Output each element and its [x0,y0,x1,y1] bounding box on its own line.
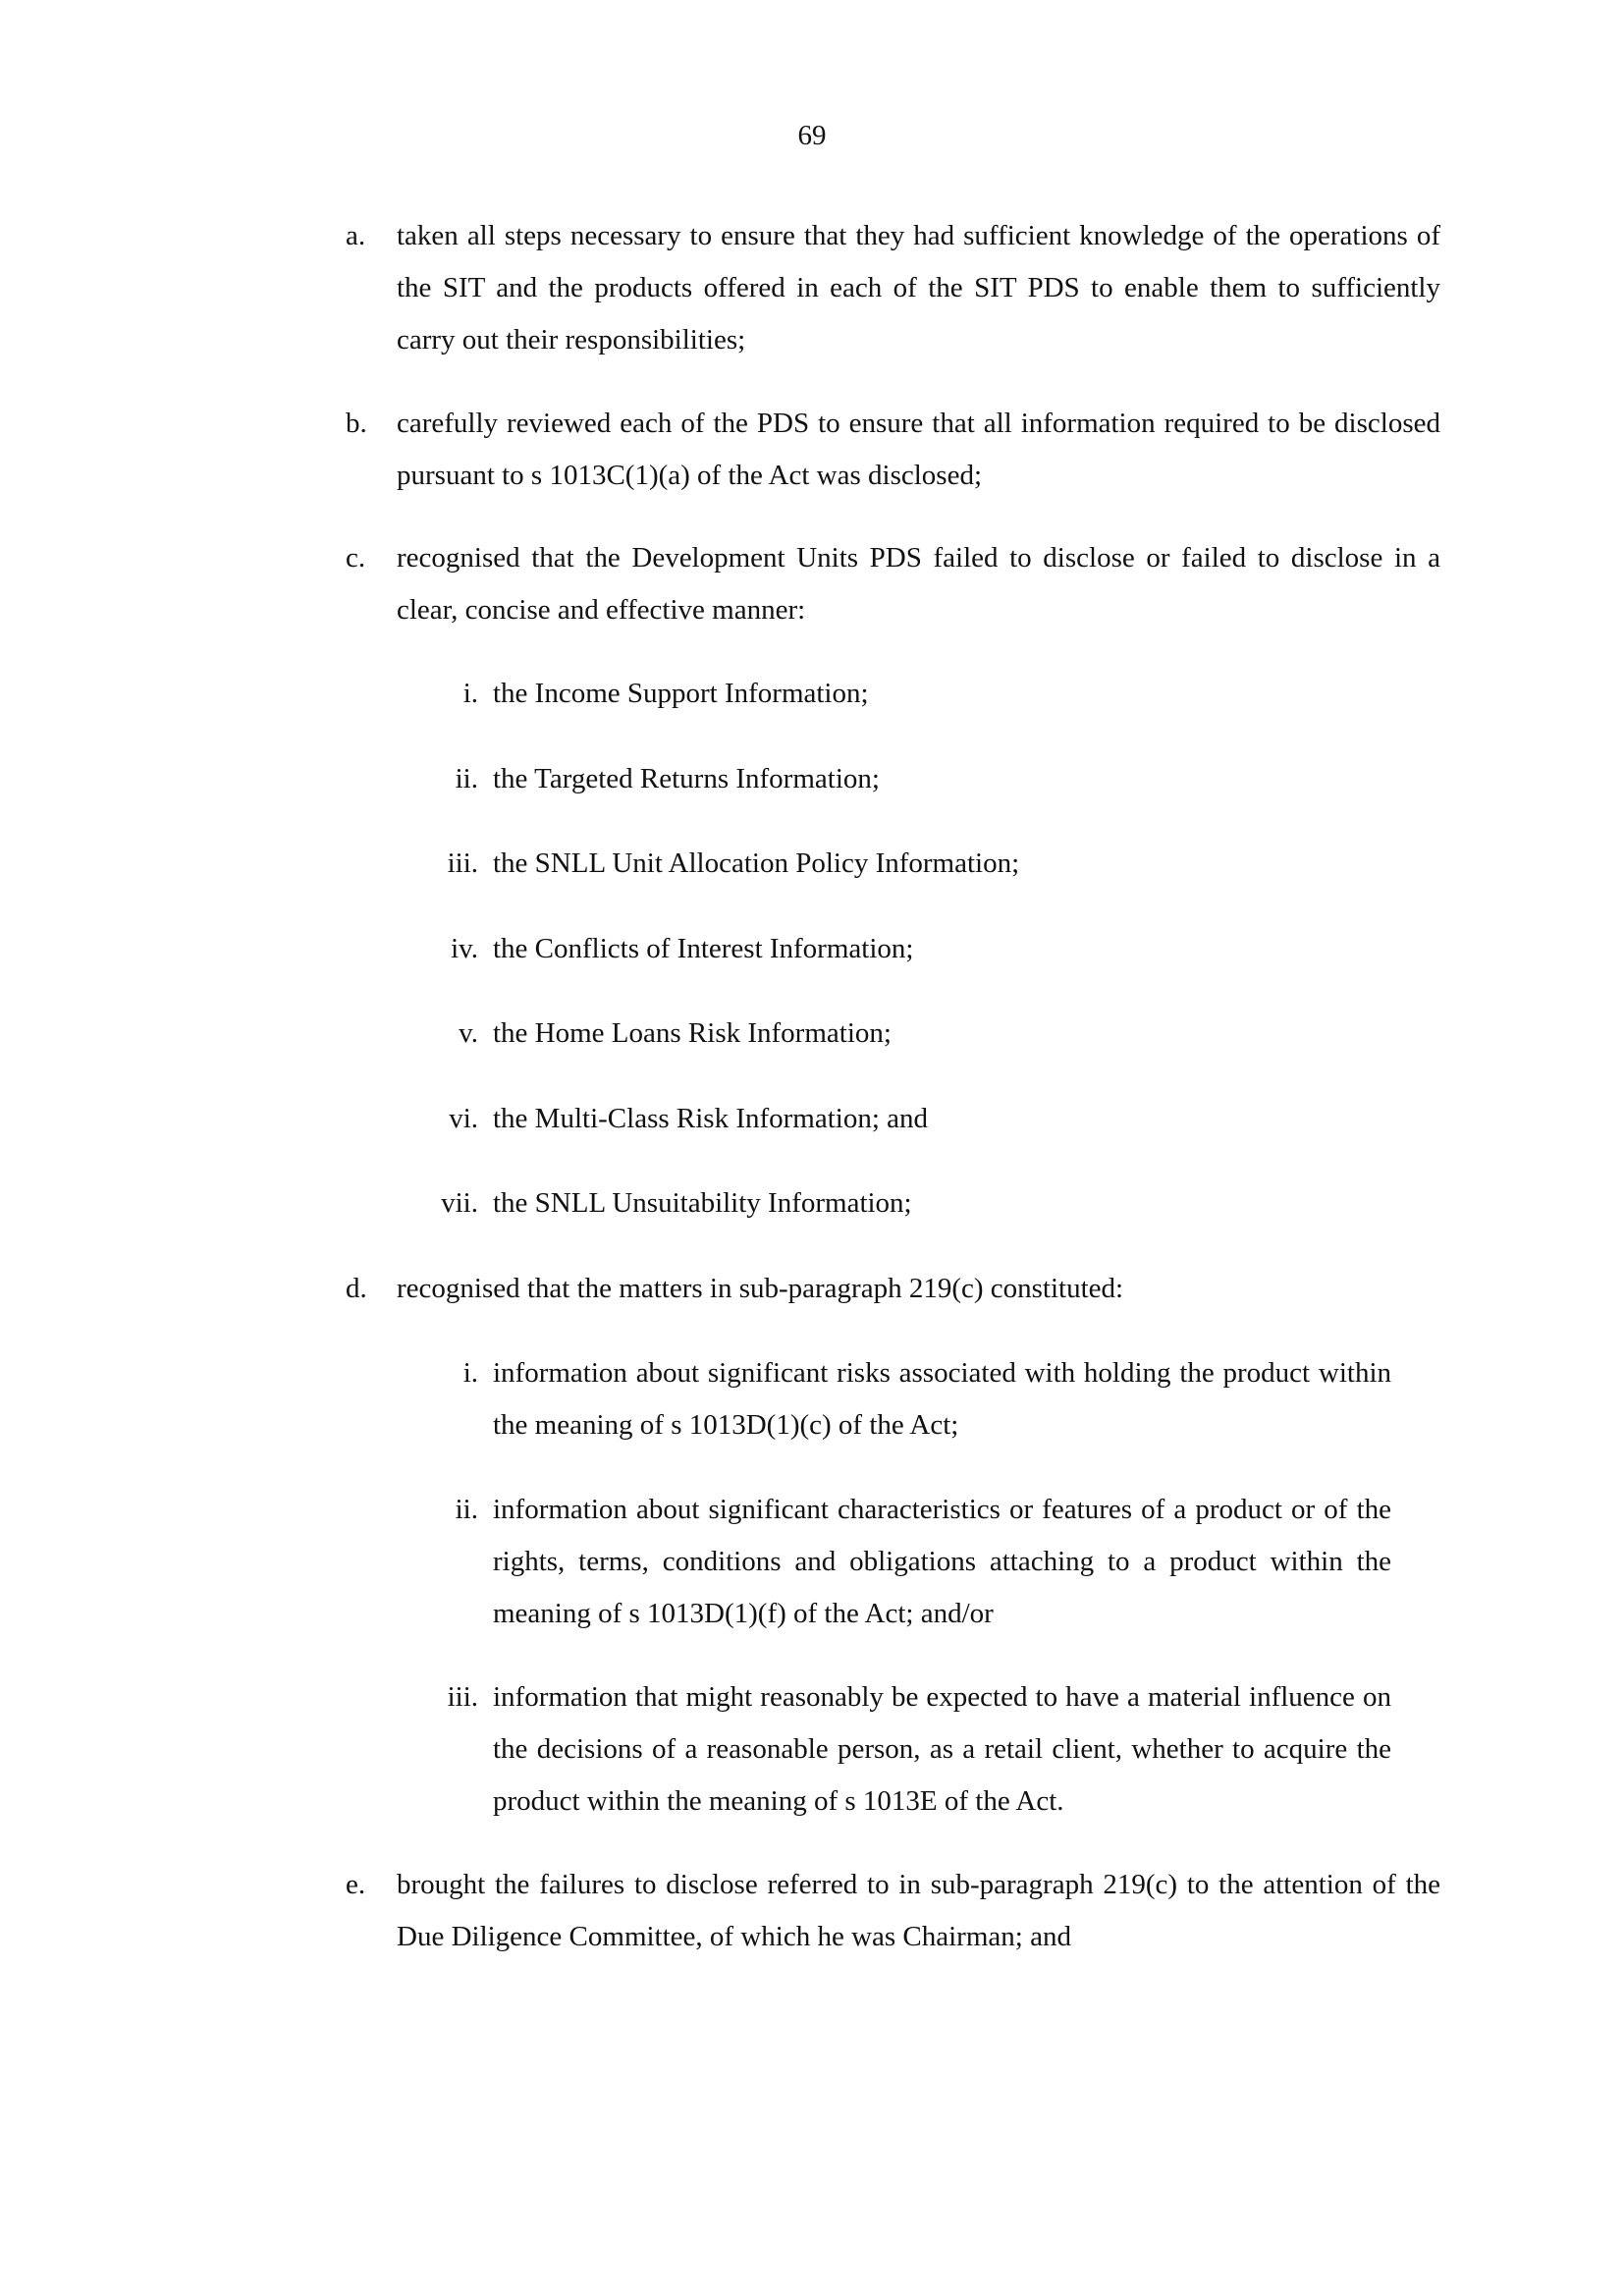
sub-list-marker: i. [462,1357,478,1389]
sub-list-marker: ii. [455,1494,478,1525]
sub-list-marker: iii. [447,847,478,879]
sub-list-marker: v. [459,1017,478,1049]
sub-list-marker: iv. [451,933,478,964]
sub-item-text: the Income Support Information; [493,678,869,709]
sub-item-text: the Multi-Class Risk Information; and [493,1103,929,1134]
page-number: 69 [797,120,827,151]
sub-item-text: the Home Loans Risk Information; [493,1017,892,1049]
sub-item-text: the SNLL Unsuitability Information; [493,1187,912,1219]
sub-list-marker: ii. [455,763,478,794]
sub-list-marker: iii. [447,1681,478,1713]
list-marker: a. [346,220,366,251]
sub-list-marker: vi. [449,1103,478,1134]
list-item-text: taken all steps necessary to ensure that they had sufficient knowledge of the operations of the SIT and the products offered in each of the SIT PDS to enable them to sufficiently carry out their responsibilities; [397,220,1440,355]
list-marker: c. [346,542,366,574]
sub-item-text: the Targeted Returns Information; [493,763,880,794]
list-item-text: brought the failures to disclose referred to in sub-paragraph 219(c) to the attention of the Due Diligence Committee, of which he was Chairman; and [397,1869,1440,1952]
sub-item-text: the Conflicts of Interest Information; [493,933,914,964]
sub-item-text: the SNLL Unit Allocation Policy Information; [493,847,1020,879]
sub-list-marker: vii. [441,1187,478,1219]
list-marker: d. [346,1273,367,1304]
list-marker: b. [346,408,367,439]
sub-item-text: information about significant characteristics or features of a product or of the rights, terms, conditions and obligations attaching to a product within the meaning of s 1013D(1)(f) of the Act; and/or [493,1494,1391,1629]
sub-item-text: information that might reasonably be expected to have a material influence on the decisions of a reasonable person, as a retail client, whether to acquire the product within the meaning of s 1013E of the Act. [493,1681,1391,1817]
list-item-text: recognised that the Development Units PDS failed to disclose or failed to disclose in a clear, concise and effective manner: [397,542,1440,626]
list-marker: e. [346,1869,366,1900]
sub-list-marker: i. [462,678,478,709]
sub-item-text: information about significant risks associated with holding the product within the meaning of s 1013D(1)(c) of the Act; [493,1357,1391,1441]
list-item-text: carefully reviewed each of the PDS to ensure that all information required to be disclosed pursuant to s 1013C(1)(a) of the Act was disclosed; [397,408,1440,491]
list-item-text: recognised that the matters in sub-paragraph 219(c) constituted: [397,1273,1124,1304]
